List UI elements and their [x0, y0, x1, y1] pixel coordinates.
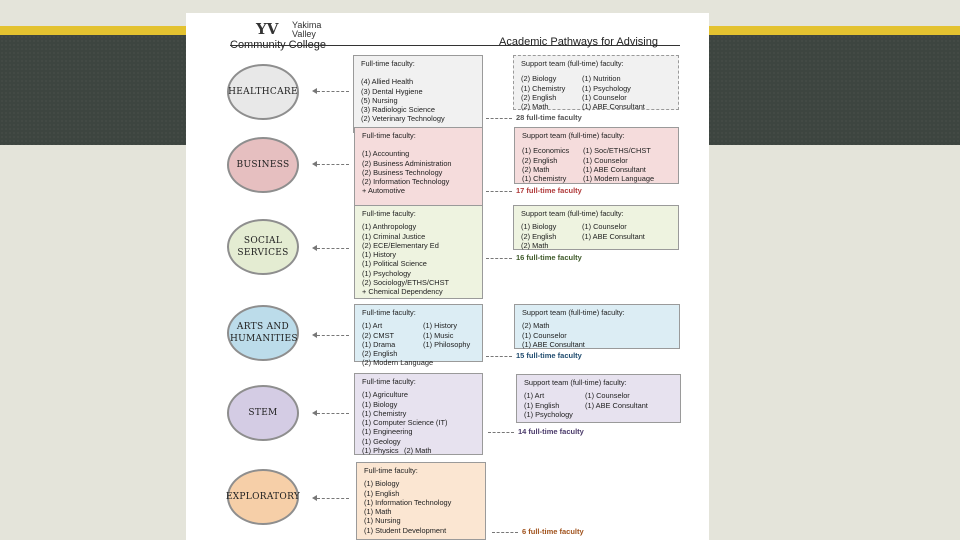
list-item: (5) Nursing [361, 95, 398, 105]
list-item: (1) Criminal Justice [362, 231, 426, 241]
faculty-header: Full-time faculty: [362, 308, 416, 317]
list-item: (1) Soc/ETHS/CHST [583, 146, 651, 156]
faculty-box-healthcare [353, 55, 483, 133]
faculty-total-social-services [486, 253, 582, 262]
list-item: (1) Philosophy [423, 339, 471, 349]
list-item: (1) Agriculture [362, 390, 409, 400]
list-item: (3) Radiologic Science [361, 105, 435, 115]
list-item: (1) Psychology [582, 83, 631, 93]
list-item: (2) Biology [521, 74, 557, 84]
list-item: (2) Math [404, 446, 432, 456]
faculty-total-business [486, 186, 582, 195]
logo-text-line2: Valley [292, 29, 316, 39]
support-header: Support team (full-time) faculty: [521, 59, 624, 68]
list-item: (2) Information Technology [362, 177, 450, 187]
faculty-total-healthcare [486, 113, 582, 122]
list-item: (2) Math [522, 164, 550, 174]
pathway-name: STEM [248, 408, 278, 418]
pathway-circle-arts-humanities [227, 305, 299, 361]
list-item: (1) Psychology [362, 268, 411, 278]
arrow-icon [317, 91, 349, 92]
list-item: (1) Math [364, 507, 392, 517]
list-item: (1) English [524, 400, 560, 410]
pathway-name: ARTS AND HUMANITIES [230, 322, 298, 344]
faculty-header: Full-time faculty: [364, 466, 418, 475]
list-item: (2) CMST [362, 330, 395, 340]
list-item: (2) Modern Language [362, 358, 434, 368]
list-item: (1) Psychology [524, 409, 573, 419]
list-item: (1) Nutrition [582, 74, 621, 84]
support-header: Support team (full-time) faculty: [522, 308, 625, 317]
arrow-icon [317, 335, 349, 336]
list-item: (1) ABE Consultant [583, 164, 646, 174]
list-item [362, 446, 475, 455]
logo-mark-icon: YV [256, 20, 279, 38]
faculty-header: Full-time faculty: [362, 377, 416, 386]
support-box-healthcare [513, 55, 679, 110]
total-text: 16 full-time faculty [516, 253, 582, 262]
college-logo [230, 20, 340, 54]
faculty-box-stem [354, 373, 483, 455]
list-item: (1) Information Technology [364, 497, 452, 507]
support-header: Support team (full-time) faculty: [522, 131, 625, 140]
list-item: (1) Counselor [585, 391, 630, 401]
pathway-name: EXPLORATORY [225, 492, 301, 502]
list-item: (1) Anthropology [362, 222, 417, 232]
list-item: (1) History [423, 321, 458, 331]
list-item: (1) Biology [362, 399, 398, 409]
list-item: (1) English [364, 488, 400, 498]
pathway-circle-stem [227, 385, 299, 441]
list-item: (1) Economics [522, 146, 570, 156]
list-item: (4) Allied Health [361, 77, 414, 87]
faculty-total-exploratory [492, 527, 584, 536]
support-header: Support team (full-time) faculty: [521, 209, 624, 218]
faculty-box-business [354, 127, 483, 206]
list-item: (2) Math [521, 102, 549, 112]
document-page [186, 13, 709, 540]
faculty-box-exploratory [356, 462, 486, 540]
total-text: 17 full-time faculty [516, 186, 582, 195]
list-item: (1) ABE Consultant [582, 231, 645, 241]
pathway-circle-healthcare [227, 64, 299, 120]
list-item: (1) Biology [521, 222, 557, 232]
list-item: (2) Business Administration [362, 158, 452, 168]
support-header: Support team (full-time) faculty: [524, 378, 627, 387]
faculty-total-stem [488, 427, 584, 436]
list-item: + Automotive [362, 186, 405, 196]
support-box-arts-humanities [514, 304, 680, 349]
list-item: (2) English [521, 92, 557, 102]
list-item: (1) Drama [362, 339, 396, 349]
list-item: (2) Math [521, 240, 549, 250]
list-item: (1) Counselor [582, 92, 627, 102]
list-item: (1) Student Development [364, 525, 447, 535]
list-item: (1) Engineering [362, 427, 413, 437]
list-item: (1) Modern Language [583, 174, 655, 184]
support-box-business [514, 127, 679, 184]
list-item: (2) English [521, 231, 557, 241]
total-text: 15 full-time faculty [516, 351, 582, 360]
support-box-social-services [513, 205, 679, 250]
list-item: (2) ECE/Elementary Ed [362, 240, 439, 250]
arrow-icon [317, 164, 349, 165]
pathway-circle-social-services [227, 219, 299, 275]
document-title: Academic Pathways for Advising [499, 36, 658, 48]
list-item: (1) Computer Science (IT) [362, 418, 448, 428]
list-item: (1) Accounting [362, 149, 410, 159]
list-item: + Chemical Dependency [362, 287, 443, 297]
faculty-box-social-services [354, 205, 483, 299]
arrow-icon [317, 248, 349, 249]
list-item: (2) Business Technology [362, 167, 443, 177]
faculty-header: Full-time faculty: [361, 59, 415, 68]
list-item: (1) Counselor [522, 330, 567, 340]
list-item: (1) Chemistry [522, 174, 567, 184]
support-box-stem [516, 374, 681, 423]
list-item: (1) Counselor [583, 155, 628, 165]
list-item: (1) ABE Consultant [522, 339, 585, 349]
list-item: (1) Biology [364, 479, 400, 489]
pathway-name: BUSINESS [236, 160, 290, 170]
pathway-circle-exploratory [227, 469, 299, 525]
pathway-name: HEALTHCARE [228, 87, 298, 97]
faculty-total-arts-humanities [486, 351, 582, 360]
arrow-icon [317, 498, 349, 499]
list-item: (1) Political Science [362, 259, 427, 269]
list-item: (1) Nursing [364, 516, 401, 526]
list-item: (2) Math [522, 321, 550, 331]
list-item: (1) Geology [362, 436, 401, 446]
list-item: (1) Chemistry [521, 83, 566, 93]
list-item: (1) Physics [362, 446, 399, 456]
list-item: (1) Art [524, 391, 545, 401]
list-item: (1) Music [423, 330, 454, 340]
logo-text-line3: Community College [230, 39, 326, 51]
total-text: 28 full-time faculty [516, 113, 582, 122]
list-item: (3) Dental Hygiene [361, 86, 423, 96]
faculty-header: Full-time faculty: [362, 209, 416, 218]
list-item: (1) Chemistry [362, 408, 407, 418]
list-item: (2) Veterinary Technology [361, 114, 445, 124]
list-item: (2) English [362, 349, 398, 359]
list-item: (1) ABE Consultant [582, 102, 645, 112]
list-item: (1) Counselor [582, 222, 627, 232]
pathway-name: SOCIAL SERVICES [237, 236, 289, 258]
faculty-header: Full-time faculty: [362, 131, 416, 140]
list-item: (2) English [522, 155, 558, 165]
arrow-icon [317, 413, 349, 414]
total-text: 6 full-time faculty [522, 527, 584, 536]
logo-text-line1: Yakima [292, 20, 322, 30]
list-item: (2) Sociology/ETHS/CHST [362, 278, 450, 288]
total-text: 14 full-time faculty [518, 427, 584, 436]
list-item: (1) History [362, 250, 397, 260]
list-item: (1) Art [362, 321, 383, 331]
list-item: (1) ABE Consultant [585, 400, 648, 410]
pathway-circle-business [227, 137, 299, 193]
faculty-box-arts-humanities [354, 304, 483, 368]
